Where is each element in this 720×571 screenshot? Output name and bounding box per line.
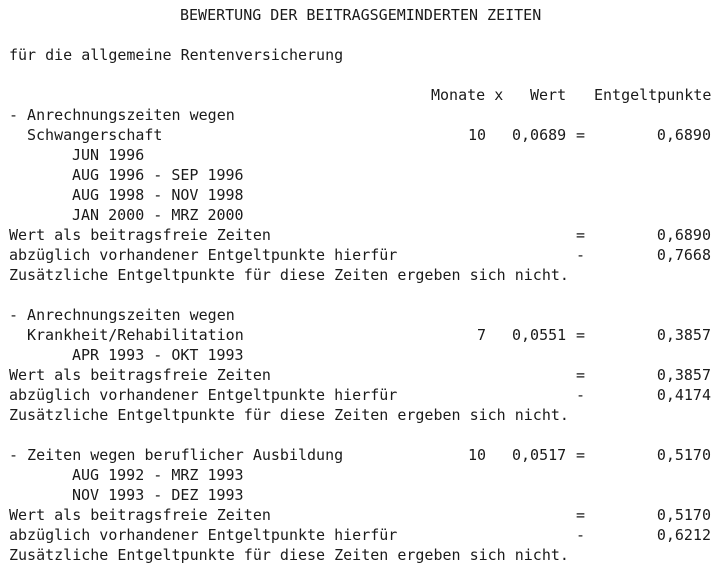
section-2-value: 0,0551 <box>512 326 567 344</box>
section-2-heading: - Anrechnungszeiten wegen <box>9 306 235 324</box>
section-3-deduct-label: abzüglich vorhandener Entgeltpunkte hierfür <box>9 526 398 544</box>
section-3-deduct-value: 0,6212 <box>656 526 711 544</box>
section-3-points: 0,5170 <box>656 446 711 464</box>
section-1-period: JUN 1996 <box>72 146 145 164</box>
section-3-months: 10 <box>467 446 486 464</box>
section-2-note: Zusätzliche Entgeltpunkte für diese Zeiten ergeben sich nicht. <box>9 406 569 424</box>
section-2-period: APR 1993 - OKT 1993 <box>72 346 244 364</box>
section-2-deduct-op: - <box>576 386 586 404</box>
section-3-free-op: = <box>576 506 586 524</box>
section-3-deduct-op: - <box>576 526 586 544</box>
section-3-equals: = <box>576 446 586 464</box>
section-3-period: NOV 1993 - DEZ 1993 <box>72 486 244 504</box>
section-1-equals: = <box>576 126 586 144</box>
section-2-equals: = <box>576 326 586 344</box>
section-2-deduct-label: abzüglich vorhandener Entgeltpunkte hierfür <box>9 386 398 404</box>
section-2-months: 7 <box>476 326 486 344</box>
section-1-period: AUG 1998 - NOV 1998 <box>72 186 244 204</box>
section-3-heading: - Zeiten wegen beruflicher Ausbildung <box>9 446 344 464</box>
section-1-free-op: = <box>576 226 586 244</box>
section-3-value: 0,0517 <box>512 446 567 464</box>
section-2-free-op: = <box>576 366 586 384</box>
section-1-period: AUG 1996 - SEP 1996 <box>72 166 244 184</box>
section-1-free-label: Wert als beitragsfreie Zeiten <box>9 226 271 244</box>
section-1-value: 0,0689 <box>512 126 567 144</box>
section-2-free-label: Wert als beitragsfreie Zeiten <box>9 366 271 384</box>
section-1-category: Schwangerschaft <box>27 126 163 144</box>
section-1-months: 10 <box>467 126 486 144</box>
section-3-free-label: Wert als beitragsfreie Zeiten <box>9 506 271 524</box>
section-2-category: Krankheit/Rehabilitation <box>27 326 244 344</box>
section-1-deduct-value: 0,7668 <box>656 246 711 264</box>
section-1-points: 0,6890 <box>656 126 711 144</box>
section-1-free-value: 0,6890 <box>656 226 711 244</box>
section-1-deduct-op: - <box>576 246 586 264</box>
header-value: Wert <box>530 86 567 104</box>
section-2-free-value: 0,3857 <box>656 366 711 384</box>
section-2-deduct-value: 0,4174 <box>656 386 711 404</box>
header-months: Monate x <box>431 86 504 104</box>
document-title: BEWERTUNG DER BEITRAGSGEMINDERTEN ZEITEN <box>180 6 542 24</box>
section-2-points: 0,3857 <box>656 326 711 344</box>
document-subtitle: für die allgemeine Rentenversicherung <box>9 46 344 64</box>
section-3-period: AUG 1992 - MRZ 1993 <box>72 466 244 484</box>
section-1-deduct-label: abzüglich vorhandener Entgeltpunkte hierfür <box>9 246 398 264</box>
section-1-period: JAN 2000 - MRZ 2000 <box>72 206 244 224</box>
section-3-free-value: 0,5170 <box>656 506 711 524</box>
section-1-note: Zusätzliche Entgeltpunkte für diese Zeiten ergeben sich nicht. <box>9 266 569 284</box>
section-1-heading: - Anrechnungszeiten wegen <box>9 106 235 124</box>
header-points: Entgeltpunkte <box>594 86 712 104</box>
section-3-note: Zusätzliche Entgeltpunkte für diese Zeiten ergeben sich nicht. <box>9 546 569 564</box>
